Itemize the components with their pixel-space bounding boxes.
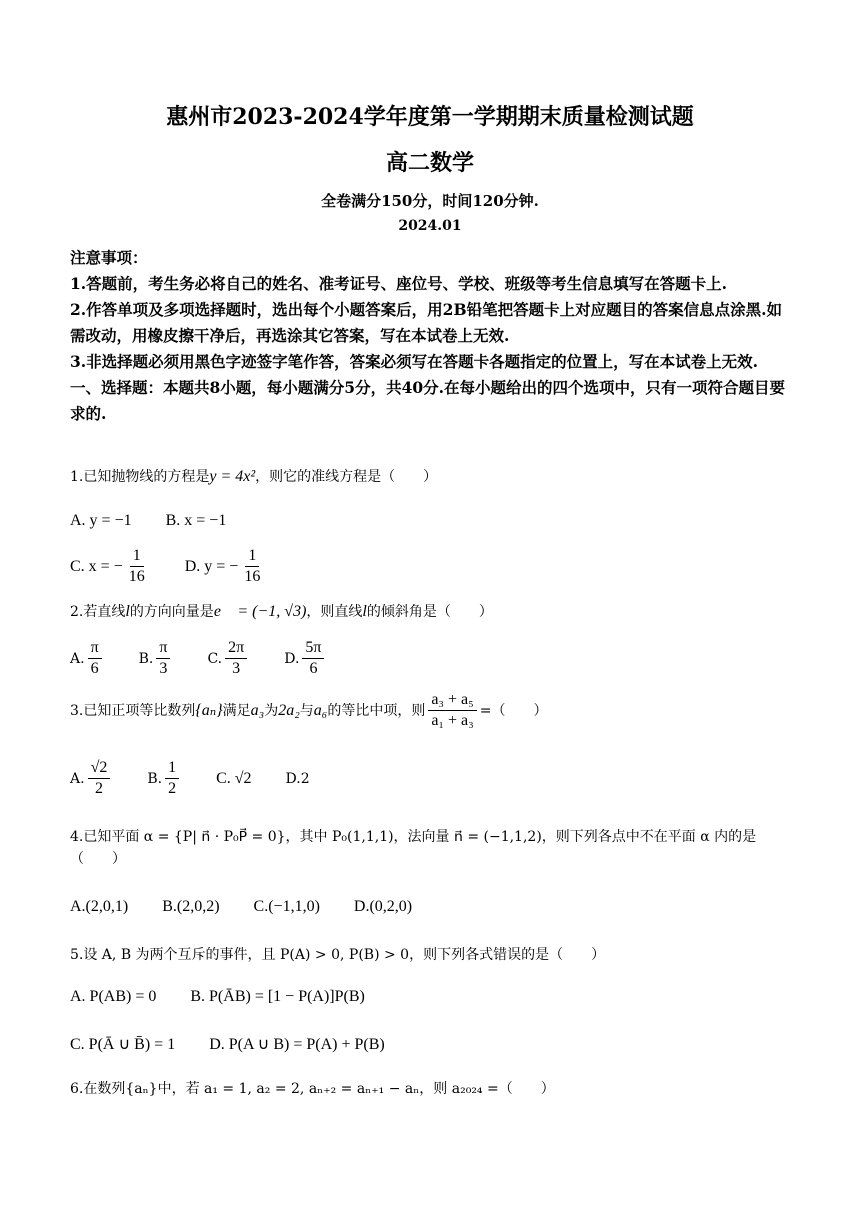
instruction-item: 3.非选择题必须用黑色字迹签字笔作答，答案必须写在答题卡各题指定的位置上，写在本试卷上无效. bbox=[70, 352, 759, 371]
exam-subject: 高二数学 bbox=[385, 150, 474, 176]
exam-date: 2024.01 bbox=[398, 218, 462, 234]
vector: e⃗ = (−1, √3) bbox=[213, 603, 307, 620]
option-c: C. x = − $\frac{1}{16}$ bbox=[70, 547, 145, 585]
options-q5-row1 bbox=[70, 988, 399, 1006]
instruction-item: 2.作答单项及多项选择题时，选出每个小题答案后，用2B铅笔把答题卡上对应题目的答案信息点涂黑.如需改动，用橡皮擦干净后，再选涂其它答案，写在本试卷上无效. bbox=[70, 300, 782, 345]
options-q1-row1 bbox=[70, 512, 260, 530]
question-2: 2.若直线l的方向向量是e⃗ = (−1, √3)，则直线l的倾斜角是（ ） bbox=[70, 603, 493, 620]
option-b: B. P(ĀB) = [1 − P(A)]P(B) bbox=[190, 988, 365, 1005]
question-1: 1.已知抛物线的方程是y = 4x²，则它的准线方程是（ ） bbox=[70, 468, 438, 485]
instruction-item: 1.答题前，考生务必将自己的姓名、准考证号、座位号、学校、班级等考生信息填写在答题卡上. bbox=[70, 274, 728, 293]
option-b: B. $\frac{\pi}{3}$ bbox=[139, 638, 174, 679]
options-q5-row2 bbox=[70, 1034, 419, 1054]
option-d: D.(0,2,0) bbox=[353, 898, 413, 915]
option-a: A. $\frac{√2}{2}$ bbox=[70, 758, 113, 799]
option-b: B. x = −1 bbox=[165, 512, 227, 529]
options-q3 bbox=[70, 758, 344, 799]
question-4: 4.已知平面 α = {P| n⃗ · P₀P⃗ = 0}，其中 P₀(1,1,1)，法向量 n⃗ = (−1,1,2)，则下列各点中不在平面 α 内的是 （ ） bbox=[70, 829, 757, 867]
option-c: C.(−1,1,0) bbox=[253, 898, 320, 915]
option-d: D.2 bbox=[285, 770, 310, 787]
question-6: 6.在数列{aₙ}中，若 a₁ = 1, a₂ = 2, aₙ₊₂ = aₙ₊₁ − aₙ，则 a₂₀₂₄ =（ ） bbox=[70, 1081, 555, 1097]
exam-info: 全卷满分150分，时间120分钟. bbox=[321, 192, 539, 210]
instructions-heading: 注意事项： bbox=[70, 248, 148, 267]
section-heading: 一、选择题：本题共8小题，每小题满分5分，共40分.在每小题给出的四个选项中，只有一项符合题目要求的. bbox=[70, 378, 786, 423]
option-c: C. $\frac{2\pi}{3}$ bbox=[207, 638, 250, 679]
exam-title: 惠州市2023-2024学年度第一学期期末质量检测试题 bbox=[166, 104, 694, 130]
option-d: D. y = − $\frac{1}{16}$ bbox=[184, 547, 261, 585]
option-b: B.(2,0,2) bbox=[162, 898, 220, 915]
instructions bbox=[70, 245, 795, 427]
option-a: A. $\frac{\pi}{6}$ bbox=[70, 638, 105, 679]
option-b: B. $\frac{1}{2}$ bbox=[147, 758, 182, 799]
options-q4 bbox=[70, 898, 446, 916]
ratio-fraction: $\frac{\text{a₃ + a₅}}{\text{a₁ + a₃}}$ bbox=[428, 690, 476, 731]
options-q1-row2 bbox=[70, 546, 300, 587]
question-5: 5.设 A, B 为两个互斥的事件，且 P(A) > 0, P(B) > 0，则下列各式错误的是（ ） bbox=[70, 947, 606, 963]
option-a: A. P(AB) = 0 bbox=[70, 988, 157, 1005]
option-d: D. P(A ∪ B) = P(A) + P(B) bbox=[209, 1036, 385, 1053]
option-c: C. P(Ā ∪ B̄) = 1 bbox=[70, 1036, 176, 1053]
option-a: A. y = −1 bbox=[70, 512, 132, 529]
option-c: C. √2 bbox=[216, 769, 252, 787]
question-3: 3.已知正项等比数列 {aₙ} 满足 a₃ 为 2a₂ 与 a₆ 的等比中项，则 $\frac{\text{a₃ + a₅}}{\text{a₁ + a₃}}$ =（ ） bbox=[70, 691, 548, 729]
option-d: D. $\frac{5\pi}{6}$ bbox=[284, 638, 327, 679]
options-q2 bbox=[70, 638, 361, 679]
equation: y = 4x² bbox=[209, 468, 256, 485]
option-a: A.(2,0,1) bbox=[70, 898, 129, 915]
